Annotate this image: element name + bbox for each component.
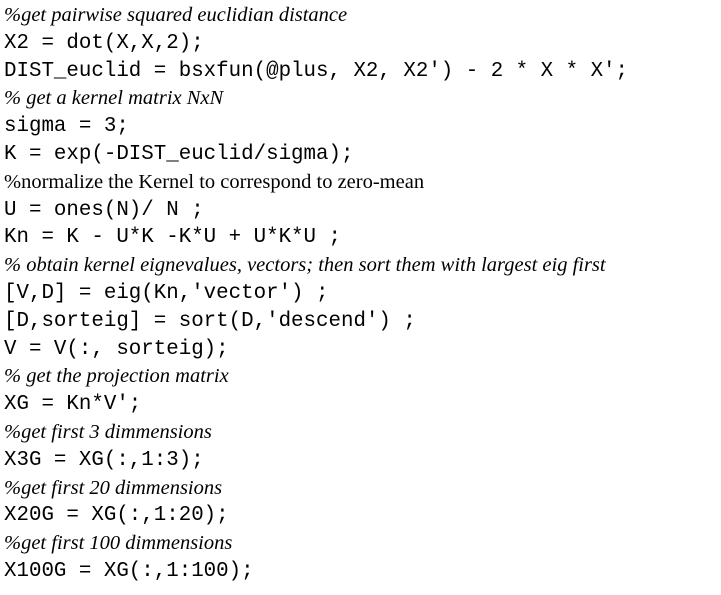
code-line: X3G = XG(:,1:3); <box>4 448 204 472</box>
code-line: [V,D] = eig(Kn,'vector') ; <box>4 281 329 305</box>
code-line: sigma = 3; <box>4 115 129 139</box>
code-line: V = V(:, sorteig); <box>4 337 229 361</box>
code-listing <box>4 2 719 586</box>
code-line: [D,sorteig] = sort(D,'descend') ; <box>4 309 416 333</box>
code-line: Kn = K - U*K -K*U + U*K*U ; <box>4 226 341 250</box>
code-line: DIST_euclid = bsxfun(@plus, X2, X2') - 2 * X * X'; <box>4 59 629 83</box>
comment-line: %get first 20 dimmensions <box>4 476 223 499</box>
comment-line: % get a kernel matrix NxN <box>4 87 224 110</box>
code-line: U = ones(N)/ N ; <box>4 198 204 222</box>
code-line: XG = Kn*V'; <box>4 393 142 417</box>
comment-line: %get first 100 dimmensions <box>4 532 233 555</box>
code-line: K = exp(-DIST_euclid/sigma); <box>4 142 354 166</box>
comment-line: % get the projection matrix <box>4 365 229 388</box>
comment-line: %get first 3 dimmensions <box>4 420 212 443</box>
code-line: X100G = XG(:,1:100); <box>4 559 254 583</box>
comment-line: %get pairwise squared euclidian distance <box>4 4 348 26</box>
code-line: X2 = dot(X,X,2); <box>4 31 204 55</box>
code-line: X20G = XG(:,1:20); <box>4 504 229 528</box>
comment-line: %normalize the Kernel to correspond to zero-mean <box>4 170 425 193</box>
comment-line: % obtain kernel eignevalues, vectors; then sort them with largest eig first <box>4 254 606 277</box>
